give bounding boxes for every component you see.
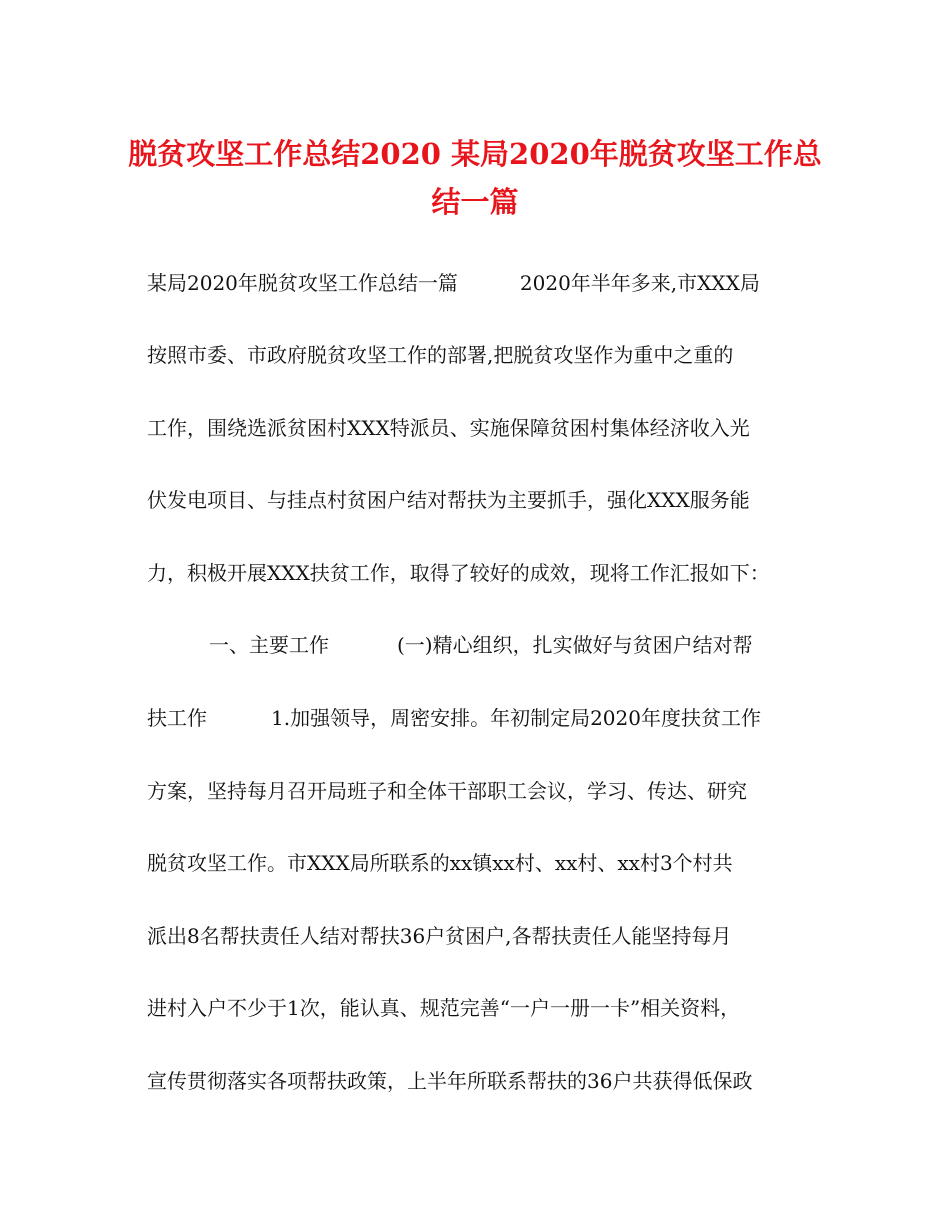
body-line-12: 宣传贯彻落实各项帮扶政策，上半年所联系帮扶的36户共获得低保政 bbox=[147, 1069, 753, 1093]
body-line-3: 工作，围绕选派贫困村XXX特派员、实施保障贫困村集体经济收入光 bbox=[147, 416, 750, 440]
body-line-11: 进村入户不少于1次，能认真、规范完善“一户一册一卡”相关资料， bbox=[147, 996, 741, 1020]
body-line-9: 脱贫攻坚工作。市XXX局所联系的xx镇xx村、xx村、xx村3个村共 bbox=[147, 851, 733, 875]
body-line-8: 方案，坚持每月召开局班子和全体干部职工会议，学习、传达、研究 bbox=[147, 779, 747, 803]
section-heading: 一、主要工作 bbox=[209, 633, 329, 657]
body-text: 2020年半年多来,市XXX局 bbox=[519, 271, 760, 295]
body-line-10: 派出8名帮扶责任人结对帮扶36户贫困户,各帮扶责任人能坚持每月 bbox=[147, 924, 732, 948]
body-line-7 bbox=[147, 703, 807, 733]
body-text: 1.加强领导，周密安排。年初制定局2020年度扶贫工作 bbox=[271, 706, 761, 730]
subsection-heading: (一)精心组织，扎实做好与贫困户结对帮 bbox=[397, 633, 753, 657]
body-line-6 bbox=[147, 630, 807, 660]
body-text: 某局2020年脱贫攻坚工作总结一篇 bbox=[147, 271, 458, 295]
document-title-line-2: 结一篇 bbox=[431, 185, 519, 219]
body-line-1 bbox=[147, 268, 807, 298]
document-title-line-1: 脱贫攻坚工作总结2020 某局2020年脱贫攻坚工作总 bbox=[128, 137, 822, 171]
body-line-2: 按照市委、市政府脱贫攻坚工作的部署,把脱贫攻坚作为重中之重的 bbox=[147, 343, 734, 367]
body-text: 扶工作 bbox=[147, 706, 207, 730]
body-line-5: 力，积极开展XXX扶贫工作，取得了较好的成效，现将工作汇报如下： bbox=[147, 561, 770, 585]
body-line-4: 伏发电项目、与挂点村贫困户结对帮扶为主要抓手，强化XXX服务能 bbox=[147, 488, 750, 512]
